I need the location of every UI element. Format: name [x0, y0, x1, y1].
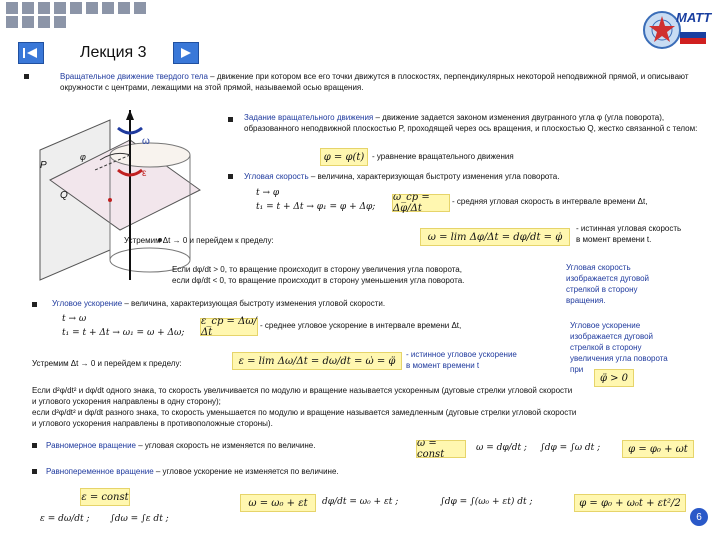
term: Угловое ускорение	[52, 299, 123, 308]
term: Задание вращательного движения	[244, 113, 374, 122]
variable-formula-4: dφ/dt = ω₀ + εt ;	[322, 497, 399, 507]
definition-text: – движение задается законом изменения двугранного угла φ (угла поворота), образованного неподвижной плоскостью P, проходящей через ось вращения, и плоскостью Q, жестко связанной с телом:	[244, 113, 698, 133]
term: Равномерное вращение	[46, 441, 136, 450]
side-note-angular-acc: Угловое ускорение изображается дуговой стрелкой в сторону увеличения угла поворота при	[570, 321, 668, 374]
definition-text: – величина, характеризующая быстроту изменения угла поворота.	[308, 172, 560, 181]
instant-angular-velocity-formula: ω = lim Δφ/Δt = dφ/dt = φ̇	[420, 228, 570, 246]
page-title: Лекция 3	[80, 44, 147, 61]
definition-text: – величина, характеризующая быстроту изменения угловой скорости.	[122, 299, 386, 308]
time-increments: t → φ t₁ = t + Δt → φ₁ = φ + Δφ;	[256, 188, 376, 212]
omega-const-formula: ω = const	[416, 440, 466, 458]
velocity-direction-conditions: Если dφ/dt > 0, то вращение происходит в сторону увеличения угла поворота, если dφ/dt < 0, то вращение происходит в сторону уменьшения угла поворота.	[172, 265, 465, 285]
term: Равнопеременное вращение	[46, 467, 154, 476]
phi-label: φ	[80, 152, 86, 162]
variable-phi-formula: φ = φ₀ + ω₀t + εt²/2	[574, 494, 686, 512]
acceleration-paragraph: Если d²φ/dt² и dφ/dt одного знака, то скорость увеличивается по модулю и вращение называется ускоренным (дуговые стрелки угловой скорости и углового ускорения направлены в одну сторону); если d²φ/dt² и dφ/dt разного знака, то скорость уменьшается по модулю и вращение называется замедленным (дуговые стрелки угловой скорости и углового ускорения направлены в противоположные стороны).	[32, 386, 577, 428]
previous-slide-button[interactable]	[18, 42, 44, 64]
side-note-angular-velocity: Угловая скорость изображается дуговой стрелкой в сторону вращения.	[566, 263, 650, 305]
instant-angular-acc-label: - истинное угловое ускорение в момент времени t	[406, 350, 517, 370]
bullet	[32, 302, 37, 307]
avg-angular-velocity-label: - средняя угловая скорость в интервале времени Δt,	[452, 197, 648, 206]
epsilon-label: ε	[142, 168, 147, 179]
limit-instruction-velocity: Устремим Δt → 0 и перейдем к пределу:	[124, 236, 274, 245]
epsilon-const-formula: ε = const	[80, 488, 130, 506]
definition-rotation-law	[244, 112, 704, 134]
bullet	[24, 74, 29, 79]
term: Угловая скорость	[244, 172, 309, 181]
term: Вращательное движение твердого тела	[60, 72, 208, 81]
avg-angular-acc-formula: ε_ср = Δω/Δt	[201, 316, 257, 338]
bullet	[32, 443, 37, 448]
definition-variable-rotation	[46, 466, 446, 477]
decorative-squares	[0, 0, 150, 30]
play-next-icon	[177, 46, 195, 60]
uniform-result-formula: φ = φ₀ + ωt	[622, 440, 694, 458]
plane-p-label: P	[40, 160, 47, 171]
rotation-equation-label: - уравнение вращательного движения	[372, 152, 514, 161]
definition-angular-velocity	[244, 171, 704, 182]
logo	[640, 4, 712, 56]
definition-uniform-rotation	[46, 440, 446, 451]
acc-condition-formula: φ̈ > 0	[594, 369, 634, 387]
definition-text: – угловое ускорение не изменяется по величине.	[153, 467, 339, 476]
limit-instruction-acc: Устремим Δt → 0 и перейдем к пределу:	[32, 359, 182, 368]
instant-angular-velocity-label: - истинная угловая скорость в момент времени t.	[576, 224, 682, 244]
definition-rotational-motion	[60, 71, 700, 93]
bullet	[32, 469, 37, 474]
variable-formula-5: ∫dφ = ∫(ω₀ + εt) dt ;	[440, 497, 533, 507]
definition-text: – движение при котором все его точки движутся в плоскостях, перпендикулярных некоторой неподвижной прямой, и описывают окружности с центрами, лежащими на этой прямой, называемой осью вращения.	[60, 72, 689, 92]
next-slide-button[interactable]	[173, 42, 199, 64]
logo-text: MATT	[676, 10, 712, 25]
omega-label: ω	[142, 136, 150, 147]
variable-formula-1: ε = dω/dt ;	[40, 514, 90, 524]
instant-angular-acc-formula: ε = lim Δω/Δt = dω/dt = ω̇ = φ̈	[232, 352, 402, 370]
definition-text: – угловая скорость не изменяется по величине.	[136, 441, 316, 450]
avg-angular-velocity-formula: ω_ср = Δφ/Δt	[392, 194, 450, 212]
acc-time-increments: t → ω t₁ = t + Δt → ω₁ = ω + Δω;	[62, 314, 185, 338]
bullet	[228, 117, 233, 122]
plane-q-label: Q	[60, 190, 68, 201]
uniform-formula-2: ∫dφ = ∫ω dt ;	[540, 443, 601, 453]
skip-back-icon	[22, 46, 40, 60]
bullet	[228, 174, 233, 179]
definition-angular-acceleration	[52, 298, 552, 309]
page-number-badge: 6	[690, 508, 708, 526]
rotation-equation: φ = φ(t)	[320, 148, 368, 166]
variable-omega-formula: ω = ω₀ + εt	[240, 494, 316, 512]
variable-formula-2: ∫dω = ∫ε dt ;	[110, 514, 169, 524]
uniform-formula-1: ω = dφ/dt ;	[476, 443, 527, 453]
avg-angular-acc-label: - среднее угловое ускорение в интервале времени Δt,	[260, 321, 462, 330]
